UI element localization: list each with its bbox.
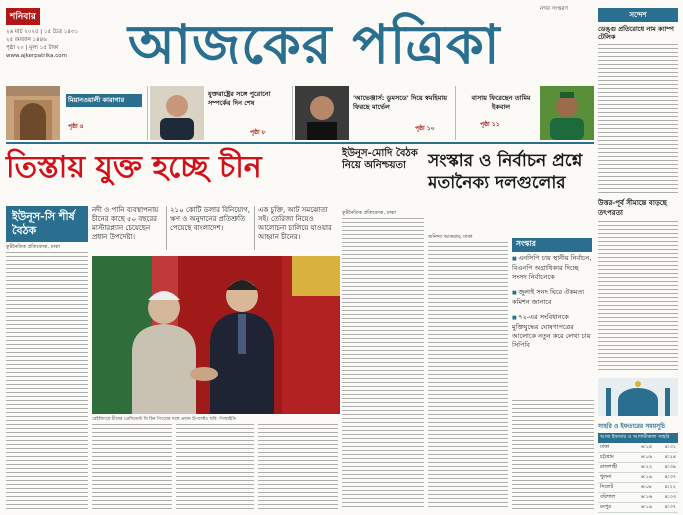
prayer-times-header: আজ ইফতার ও আগামীকাল সাহরি — [598, 433, 678, 443]
divider — [292, 86, 293, 140]
right-column — [598, 8, 678, 371]
prayer-row — [598, 473, 678, 483]
iftar-time: ৬:১৯ — [631, 503, 655, 513]
right-story-body — [512, 400, 594, 510]
lead-body-column — [92, 424, 172, 510]
promo-item[interactable] — [150, 86, 290, 140]
lead-body-column — [6, 252, 88, 510]
reform-box-title: সংস্কার — [512, 238, 592, 252]
right-column-body — [598, 44, 678, 194]
iftar-time: ৬:১৬ — [631, 493, 655, 503]
promo-title: 'আভেঞ্জার্স: ডুমসডে' দিয়ে স্বমহিমায় ফিরছে মার্ভেল — [353, 94, 448, 111]
iftar-time: ৬:১৯ — [631, 473, 655, 483]
right-column-title: সন্দেশ — [598, 8, 678, 22]
sehri-time: ৪:৩৯ — [654, 463, 678, 473]
lead-point-1: নদী ও পানি ব্যবস্থাপনায় চীনের কাছে ৫০ বছরের মাস্টারপ্ল্যান চেয়েছেন প্রধান উপদেষ্টা। — [92, 206, 159, 241]
portrait-photo-icon — [150, 86, 204, 140]
date-line: ২৬ মার্চ ২০২৫ | ১৫ চৈত্র ১৪৩১ — [6, 29, 79, 35]
right-column-headline[interactable]: ডেঙ্গু প্রতিরোধে নাম ক্যাম্প টেলিক — [598, 25, 674, 41]
mid-story-body — [342, 218, 424, 510]
lead-point-2: ২১০ কোটি ডলার বিনিয়োগ, ঋণ ও অনুদানের প্রতিশ্রুতি পেয়েছে বাংলাদেশ। — [170, 206, 251, 232]
divider — [455, 86, 456, 140]
handshake-photo — [92, 256, 340, 414]
promo-page: পৃষ্ঠা ৮ — [250, 129, 266, 136]
hijri-line: ২৫ রমজান ১৪৪৬ — [6, 37, 47, 43]
promo-page: পৃষ্ঠা ১১ — [480, 121, 500, 128]
iftar-time: ৬:১৫ — [631, 443, 655, 453]
reform-box — [512, 254, 594, 350]
promo-page: পৃষ্ঠা ৪ — [68, 123, 84, 130]
lead-byline: কূটনৈতিক প্রতিবেদক, ঢাকা — [6, 244, 60, 250]
mid-story-headline[interactable]: ইউনূস-মোদি বৈঠক নিয়ে অনিশ্চয়তা — [342, 148, 418, 171]
prayer-row — [598, 443, 678, 453]
iftar-time: ৬:০৯ — [631, 453, 655, 463]
right-story-headline[interactable]: সংস্কার ও নির্বাচন প্রশ্নে মতানৈক্য দলগুলোর — [428, 151, 583, 193]
building-photo-icon — [6, 86, 60, 140]
prayer-row — [598, 463, 678, 473]
right-column-lower-headline[interactable]: উত্তর-পূর্ব সীমান্তে বাড়ছে তৎপরতা — [598, 199, 667, 217]
promo-page: পৃষ্ঠা ১০ — [415, 125, 435, 132]
sehri-time: ৪:৩৭ — [654, 473, 678, 483]
newspaper-logo: আজকের পত্রিকা — [128, 12, 501, 76]
mid-story-byline: কূটনৈতিক প্রতিবেদক, ঢাকা — [342, 210, 396, 216]
prayer-times-title: সাহরি ও ইফতারের সময়সূচি — [598, 423, 666, 430]
actor-photo-icon — [295, 86, 349, 140]
lead-body-column — [258, 424, 338, 510]
right-story-body — [428, 242, 508, 510]
district-name: রাজশাহী — [598, 463, 631, 473]
divider — [166, 206, 167, 250]
sehri-time: ৪:২২ — [654, 483, 678, 493]
iftar-time: ৬:০৮ — [631, 483, 655, 493]
prayer-times-table — [598, 443, 678, 513]
price-line: পৃষ্ঠা ২০ | মূল্য ১৫ টাকা — [6, 45, 59, 51]
promo-item[interactable] — [458, 86, 594, 140]
masthead-dateline — [6, 4, 124, 60]
photo-caption: বেইজিংয়ে চীনের প্রেসিডেন্ট সি চিন পিংয়ের সঙ্গে প্রধান উপদেষ্টা। ছবি: পিআইডি — [92, 417, 236, 422]
lead-subheadline: ইউনূস-সি শীর্ষ বৈঠক — [6, 206, 88, 242]
reform-item[interactable]: ■ এনসিপি চায় স্থানীয় নির্বাচন, বিএনপি অগ্রাধিকার দিচ্ছে সংসদ নির্বাচনকে — [512, 254, 594, 282]
mosque-icon — [598, 378, 678, 416]
right-story-byline: অনিন্দ্য আকরাম, ঢাকা — [428, 234, 473, 240]
sehri-time: ৪:২৪ — [654, 453, 678, 463]
reform-item[interactable]: ■ ৭২-এর সংবিধানকে মুক্তিযুদ্ধের ঘোষণাপত্রের আলোকে নতুন করে লেখা চায় সিপিবি — [512, 313, 594, 350]
promo-item[interactable] — [295, 86, 453, 140]
website-link[interactable]: www.ajkerpatrika.com — [6, 53, 68, 59]
district-name: চট্টগ্রাম — [598, 453, 631, 463]
promo-item[interactable] — [6, 86, 144, 140]
sehri-time: ৪:৩১ — [654, 443, 678, 453]
cricketer-photo-icon — [540, 86, 594, 140]
promo-title: মিয়ানওয়ালী কারাগার — [66, 94, 142, 107]
promo-title: যুক্তরাষ্ট্রের সঙ্গে পুরোনো সম্পর্কের দিন শেষ — [208, 90, 271, 107]
sehri-time: ৪:৩৭ — [654, 503, 678, 513]
iftar-time: ৬:২২ — [631, 463, 655, 473]
divider — [6, 142, 594, 144]
prayer-times-box — [598, 378, 678, 510]
sehri-time: ৪:৩৩ — [654, 493, 678, 503]
district-name: রংপুর — [598, 503, 631, 513]
prayer-row — [598, 493, 678, 503]
district-name: খুলনা — [598, 473, 631, 483]
district-name: বরিশাল — [598, 493, 631, 503]
prayer-row — [598, 453, 678, 463]
day-label: শনিবার — [6, 8, 40, 25]
district-name: সিলেট — [598, 483, 631, 493]
district-name: ঢাকা — [598, 443, 631, 453]
lead-body-column — [176, 424, 254, 510]
right-column-lower-body — [598, 221, 678, 371]
prayer-row — [598, 503, 678, 513]
prayer-row — [598, 483, 678, 493]
reform-item[interactable]: ■ জুলাই সনদ ঘিরে ঐকমত্য কমিশন জানাবে — [512, 288, 594, 307]
lead-point-3: এক চুক্তি, আট সমঝোতা সই। তেরিজা নিয়েও আলোচনা চালিয়ে যাওয়ার আহ্বান চীনের। — [258, 206, 332, 241]
divider — [254, 206, 255, 250]
lead-headline[interactable]: তিস্তায় যুক্ত হচ্ছে চীন — [6, 150, 262, 185]
edition-label: নগর সংস্করণ — [540, 6, 568, 12]
divider — [147, 86, 148, 140]
promo-title: বাসায় ফিরেছেন তামিম ইকবাল — [471, 94, 531, 111]
